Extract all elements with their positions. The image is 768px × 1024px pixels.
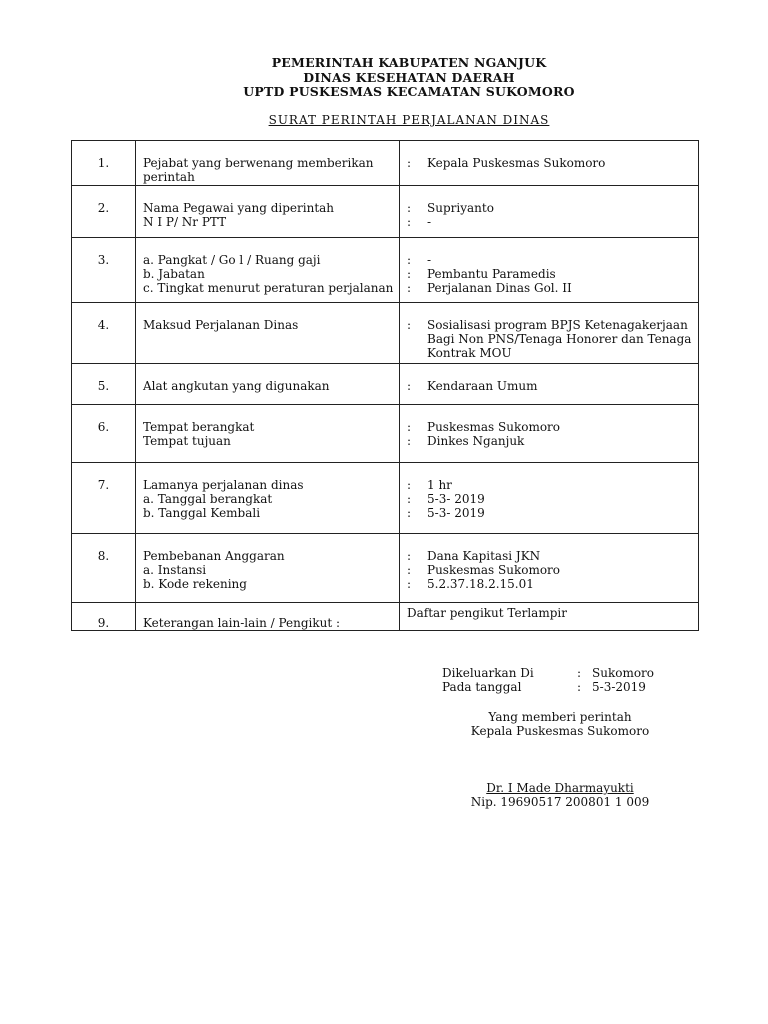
table-row (72, 141, 699, 186)
row-label-line: perintah (143, 170, 195, 184)
value-text: Daftar pengikut Terlampir (407, 606, 567, 620)
document-title-wrap (0, 113, 768, 127)
row-value-line (407, 379, 698, 393)
value-text: Kontrak MOU (427, 346, 512, 360)
table-row (72, 463, 699, 534)
signatory-identity (440, 781, 680, 809)
row-number-cell (72, 303, 136, 364)
row-label-line: Pejabat yang berwenang memberikan (143, 156, 374, 170)
value-text: Dinkes Nganjuk (427, 434, 525, 448)
value-text: Perjalanan Dinas Gol. II (427, 281, 572, 295)
row-label-line: Lamanya perjalanan dinas (143, 478, 304, 492)
table-row (72, 186, 699, 238)
value-text: Puskesmas Sukomoro (427, 420, 561, 434)
issue-date-row (442, 680, 654, 694)
value-colon (407, 346, 427, 360)
value-text: Bagi Non PNS/Tenaga Honorer dan Tenaga (427, 332, 692, 346)
row-value-line (407, 577, 698, 591)
issued-at-label: Dikeluarkan Di (442, 666, 534, 680)
row-value-line (407, 549, 698, 563)
value-text: Pembantu Paramedis (427, 267, 556, 281)
row-value-line (407, 506, 698, 520)
row-value-line (407, 420, 698, 434)
row-value-cell (400, 603, 699, 631)
row-label-line: Maksud Perjalanan Dinas (143, 318, 299, 332)
row-label-line: N I P/ Nr PTT (143, 215, 227, 229)
value-colon (407, 332, 427, 346)
value-colon: : (407, 478, 412, 492)
row-value-cell (400, 405, 699, 463)
letterhead-line-1: PEMERINTAH KABUPATEN NGANJUK (271, 55, 547, 70)
row-label-line: b. Kode rekening (143, 577, 247, 591)
signatory-line-1: Yang memberi perintah (488, 710, 632, 724)
row-label-line: a. Pangkat / Go l / Ruang gaji (143, 253, 321, 267)
value-colon: : (407, 577, 412, 591)
row-value-cell (400, 534, 699, 603)
letterhead (0, 56, 768, 100)
issued-at-row (442, 666, 654, 680)
row-number-cell (72, 141, 136, 186)
row-label-cell (136, 186, 400, 238)
row-label-line: Pembebanan Anggaran (143, 549, 285, 563)
table-row (72, 238, 699, 303)
table-row (72, 405, 699, 463)
row-number-cell (72, 534, 136, 603)
value-colon: : (407, 506, 412, 520)
row-number-cell (72, 405, 136, 463)
signatory-line-2: Kepala Puskesmas Sukomoro (470, 724, 650, 738)
row-number: 2. (97, 201, 110, 215)
value-text: - (427, 215, 432, 229)
value-text: 5.2.37.18.2.15.01 (427, 577, 534, 591)
table-row (72, 303, 699, 364)
row-number: 3. (97, 253, 110, 267)
value-colon: : (407, 156, 412, 170)
issue-date-value: 5-3-2019 (592, 680, 646, 694)
signatory-block (440, 710, 680, 738)
row-label-line: Alat angkutan yang digunakan (143, 379, 330, 393)
row-label-cell (136, 405, 400, 463)
row-label-cell (136, 141, 400, 186)
row-value-cell (400, 303, 699, 364)
row-label-cell (136, 603, 400, 631)
row-label-line: b. Tanggal Kembali (143, 506, 261, 520)
letterhead-line-2: DINAS KESEHATAN DAERAH (303, 69, 515, 85)
table-row (72, 603, 699, 631)
row-label-cell (136, 238, 400, 303)
row-value-line (407, 318, 698, 332)
issued-at-value: Sukomoro (592, 666, 655, 680)
row-label-line: Nama Pegawai yang diperintah (143, 201, 335, 215)
row-label-line: b. Jabatan (143, 267, 205, 281)
value-text: Supriyanto (427, 201, 494, 215)
issue-date-label: Pada tanggal (442, 680, 522, 694)
row-value-cell (400, 238, 699, 303)
row-number: 7. (97, 478, 110, 492)
value-text: Sosialisasi program BPJS Ketenagakerjaan (427, 318, 688, 332)
signatory-nip: Nip. 19690517 200801 1 009 (470, 795, 650, 809)
value-colon: : (407, 492, 412, 506)
travel-order-table (71, 140, 699, 631)
value-colon: : (407, 267, 412, 281)
value-colon: : (407, 379, 412, 393)
row-label-cell (136, 303, 400, 364)
value-colon: : (407, 215, 412, 229)
row-number: 4. (97, 318, 110, 332)
row-value-line (407, 478, 698, 492)
row-label-cell (136, 364, 400, 405)
row-label-line: Tempat tujuan (143, 434, 231, 448)
row-value-line (407, 346, 698, 360)
row-value-cell (400, 364, 699, 405)
row-label-line: Keterangan lain-lain / Pengikut : (143, 616, 341, 630)
table-row (72, 364, 699, 405)
row-value-line (407, 332, 698, 346)
value-colon: : (407, 549, 412, 563)
value-colon: : (407, 253, 412, 267)
row-label-cell (136, 534, 400, 603)
value-text: 5-3- 2019 (427, 492, 485, 506)
row-number-cell (72, 463, 136, 534)
value-text: Kendaraan Umum (427, 379, 538, 393)
row-value-cell (400, 141, 699, 186)
value-text: 5-3- 2019 (427, 506, 485, 520)
row-value-cell (400, 463, 699, 534)
row-number: 5. (97, 379, 110, 393)
row-value-cell (400, 186, 699, 238)
letterhead-line-3: UPTD PUSKESMAS KECAMATAN SUKOMORO (243, 84, 575, 99)
row-value-line (407, 253, 698, 267)
row-number-cell (72, 603, 136, 631)
row-value-line (407, 281, 698, 295)
row-label-cell (136, 463, 400, 534)
row-number-cell (72, 186, 136, 238)
table-row (72, 534, 699, 603)
row-number: 6. (97, 420, 110, 434)
value-text: 1 hr (427, 478, 452, 492)
row-number-cell (72, 364, 136, 405)
issued-at-colon: : (577, 666, 582, 680)
row-value-line (407, 156, 698, 170)
document-title: SURAT PERINTAH PERJALANAN DINAS (268, 113, 550, 127)
row-label-line: a. Instansi (143, 563, 207, 577)
row-label-line: Tempat berangkat (143, 420, 255, 434)
signatory-name: Dr. I Made Dharmayukti (486, 781, 634, 795)
value-colon: : (407, 420, 412, 434)
value-text: Puskesmas Sukomoro (427, 563, 561, 577)
row-value-line (407, 492, 698, 506)
row-number: 9. (97, 616, 110, 630)
row-number: 8. (97, 549, 110, 563)
value-text: Kepala Puskesmas Sukomoro (427, 156, 606, 170)
row-value-line (407, 434, 698, 448)
row-label-line: a. Tanggal berangkat (143, 492, 273, 506)
value-text: - (427, 253, 432, 267)
row-value-line (407, 201, 698, 215)
value-colon: : (407, 563, 412, 577)
issue-info (442, 666, 654, 694)
row-value-line (407, 215, 698, 229)
row-value-line (407, 267, 698, 281)
row-label-line: c. Tingkat menurut peraturan perjalanan (143, 281, 394, 295)
value-colon: : (407, 318, 412, 332)
value-colon: : (407, 434, 412, 448)
issue-date-colon: : (577, 680, 582, 694)
row-number: 1. (97, 156, 110, 170)
value-colon: : (407, 201, 412, 215)
value-colon: : (407, 281, 412, 295)
row-number-cell (72, 238, 136, 303)
value-text: Dana Kapitasi JKN (427, 549, 541, 563)
row-value-line (407, 563, 698, 577)
